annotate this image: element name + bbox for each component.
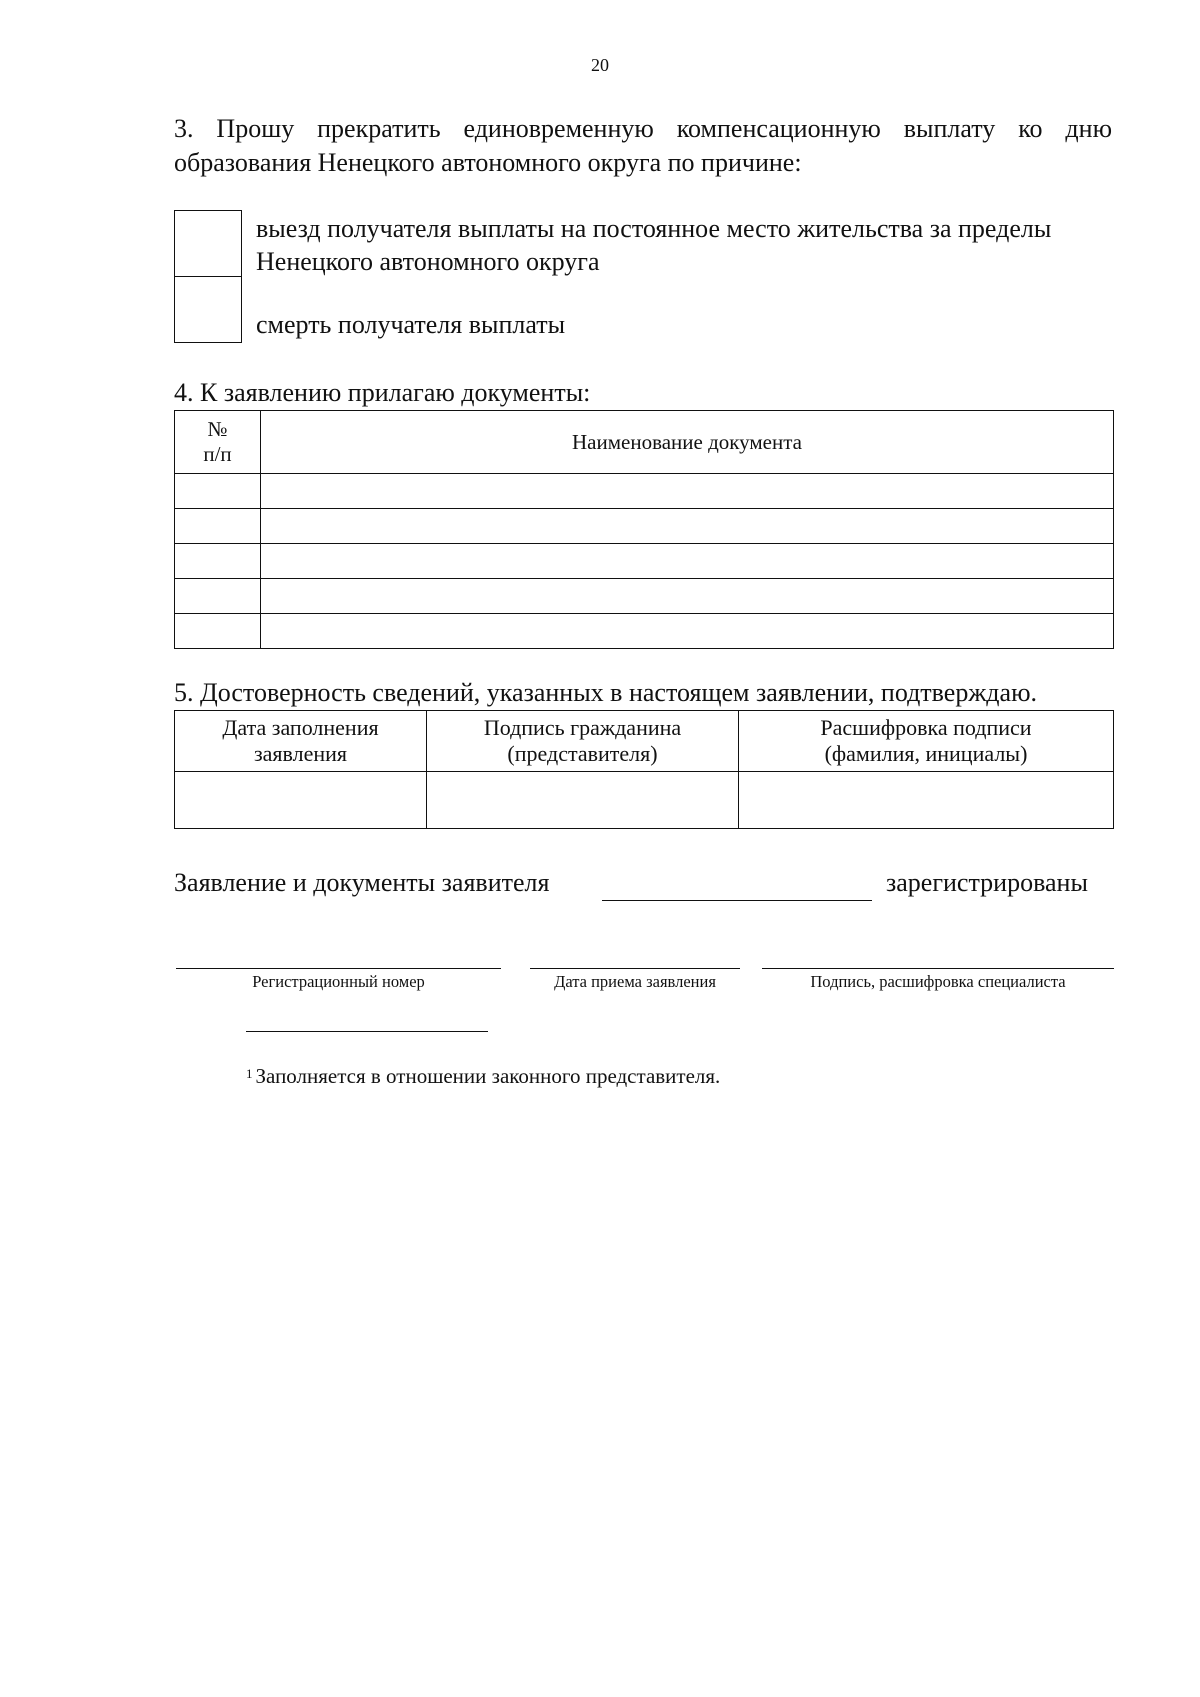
specialist-signature-caption: Подпись, расшифровка специалиста xyxy=(810,972,1066,991)
column-number-label-line2: п/п xyxy=(203,442,232,466)
row-number-cell[interactable] xyxy=(175,614,261,649)
confirmation-table xyxy=(174,710,1114,829)
document-name-cell[interactable] xyxy=(261,509,1114,544)
documents-table-header xyxy=(175,411,1114,474)
document-name-cell[interactable] xyxy=(261,579,1114,614)
option-departure-line1: выезд получателя выплаты на постоянное место жительства за пределы xyxy=(256,214,1052,243)
column-signature-line1: Подпись гражданина xyxy=(483,715,682,740)
column-document-name-header: Наименование документа xyxy=(261,411,1114,474)
row-number-cell[interactable] xyxy=(175,544,261,579)
column-signature-line2: (представителя) xyxy=(507,741,658,766)
checkbox-departure[interactable] xyxy=(174,210,242,277)
column-signature-transcript-header xyxy=(739,711,1114,772)
section3-text-line1: 3. Прошу прекратить единовременную компенсационную выплату ко дню xyxy=(174,114,1112,143)
row-number-cell[interactable] xyxy=(175,474,261,509)
acceptance-date-line[interactable] xyxy=(530,968,740,969)
signature-transcript-cell[interactable] xyxy=(739,772,1114,829)
table-row xyxy=(175,579,1114,614)
option-departure-line2: Ненецкого автономного округа xyxy=(256,247,600,276)
table-row xyxy=(175,474,1114,509)
checkbox-death[interactable] xyxy=(174,276,242,343)
document-name-cell[interactable] xyxy=(261,474,1114,509)
confirmation-table-header xyxy=(175,711,1114,772)
column-number-label-line1: № xyxy=(207,417,228,441)
registration-number-caption: Регистрационный номер xyxy=(252,972,425,991)
document-name-cell[interactable] xyxy=(261,544,1114,579)
column-fill-date-header xyxy=(175,711,427,772)
column-fill-date-line1: Дата заполнения xyxy=(222,715,379,740)
footnote-separator xyxy=(246,1031,488,1032)
acceptance-date-caption: Дата приема заявления xyxy=(554,972,716,991)
column-fill-date-line2: заявления xyxy=(253,741,348,766)
footnote-text: Заполняется в отношении законного представителя. xyxy=(255,1064,721,1088)
registration-text-before: Заявление и документы заявителя xyxy=(174,868,550,897)
signature-cell[interactable] xyxy=(427,772,739,829)
footnote-mark: 1 xyxy=(246,1066,253,1081)
section5-heading: 5. Достоверность сведений, указанных в настоящем заявлении, подтверждаю. xyxy=(174,678,1037,707)
documents-table xyxy=(174,410,1114,649)
registration-number-line[interactable] xyxy=(176,968,501,969)
row-number-cell[interactable] xyxy=(175,579,261,614)
registration-text-after: зарегистрированы xyxy=(886,868,1088,897)
column-number-header xyxy=(175,411,261,474)
table-row xyxy=(175,772,1114,829)
page-number: 20 xyxy=(591,55,609,75)
column-signature-transcript-line2: (фамилия, инициалы) xyxy=(824,741,1028,766)
row-number-cell[interactable] xyxy=(175,509,261,544)
table-row xyxy=(175,509,1114,544)
table-row xyxy=(175,544,1114,579)
fill-date-cell[interactable] xyxy=(175,772,427,829)
table-row xyxy=(175,614,1114,649)
column-signature-transcript-line1: Расшифровка подписи xyxy=(820,715,1032,740)
specialist-signature-line[interactable] xyxy=(762,968,1114,969)
registration-blank-line[interactable] xyxy=(602,900,872,901)
document-name-cell[interactable] xyxy=(261,614,1114,649)
column-signature-header xyxy=(427,711,739,772)
section4-heading: 4. К заявлению прилагаю документы: xyxy=(174,378,591,407)
footnote xyxy=(246,1064,720,1089)
section3-text-line2: образования Ненецкого автономного округа по причине: xyxy=(174,148,802,177)
option-death-label: смерть получателя выплаты xyxy=(256,310,566,339)
